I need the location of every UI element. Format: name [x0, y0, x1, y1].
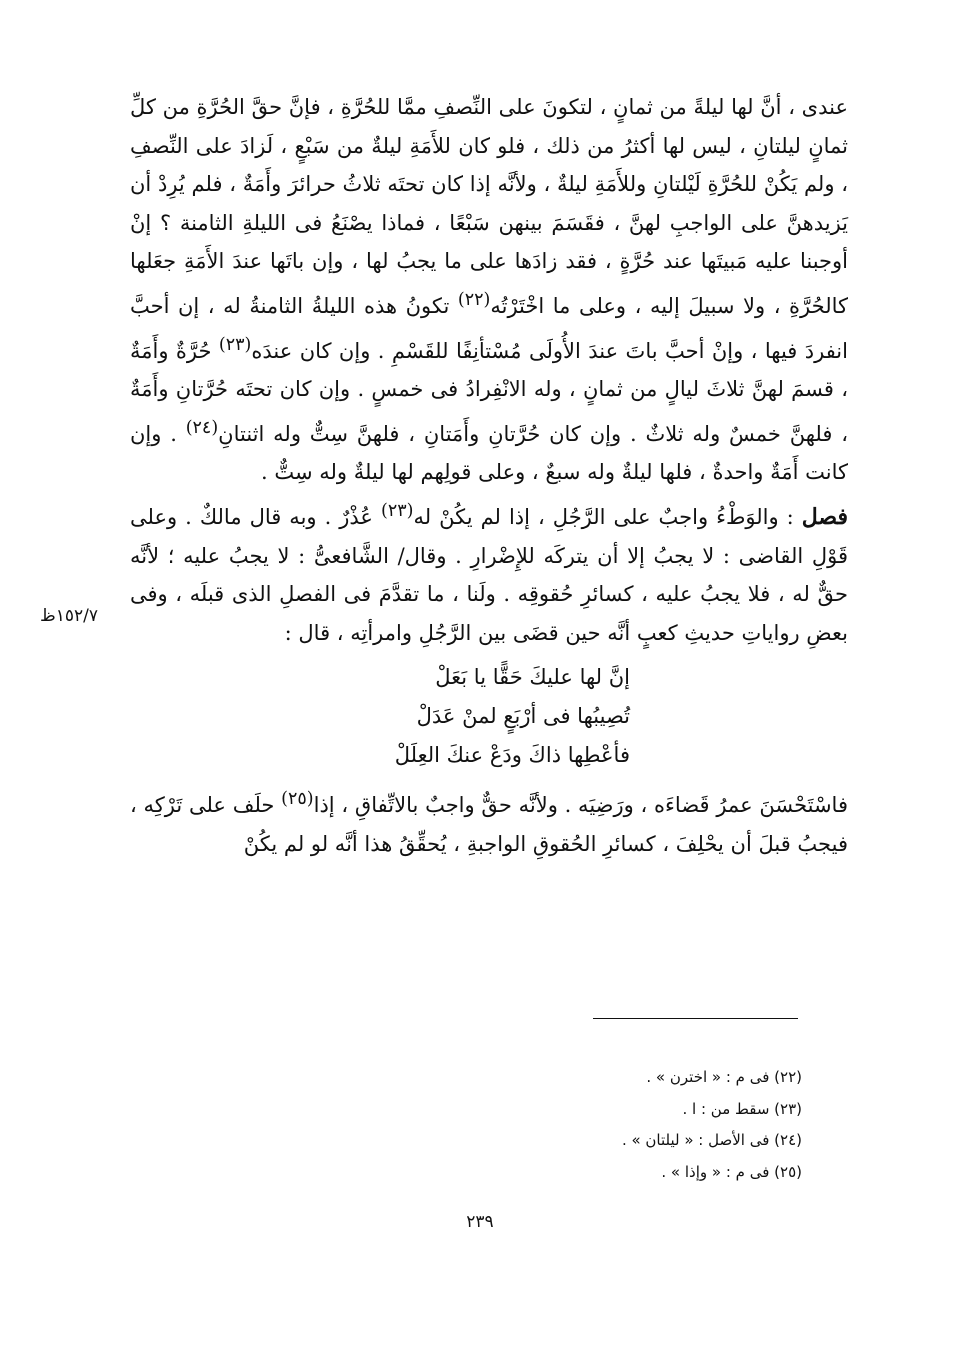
- footnote-ref-23: (٢٣): [218, 334, 252, 355]
- footnote-23: (٢٣) سقط من : ا .: [682, 1099, 802, 1118]
- verse-line-2: تُصِيبُها فى أرْبَعٍ لمنْ عَدَلْ: [416, 703, 630, 728]
- paragraph-2: فصل : والوَطْءُ واجبٌ على الرَّجُلِ ، إذا لم يكُنْ له$^{(٢٣)}$ عُذْرٌ . وبه قال مالكٌ . وعلى قَوْلِ القاضى : لا يجبُ إلا أن يتركَه للإِضْرارِ . وقال/ الشَّافعىُّ : لا يجبُ عليه ؛ لأنَّه حقٌّ له ، فلا يجبُ عليه ، كسائرِ حُقوقِه . ولَنا ، ما تقدَّمَ فى الفصلِ الذى قبلَه ، وفى بعضِ رواياتِ حديثِ كعبٍ أنَّه حين قضَى بين الرَّجُلِ وامرأتِه ، قال :: [130, 500, 849, 645]
- poetry-verse: [130, 658, 848, 774]
- footnote-ref-24: (٢٤): [185, 417, 219, 438]
- footnote-divider: [593, 1018, 798, 1019]
- paragraph-1: عندى ، أنَّ لها ليلةً من ثمانٍ ، لتكونَ على النِّصفِ ممَّا للحُرَّةِ ، فإنَّ حقَّ الحُرَّةِ من كلِّ ثمانٍ ليلتانِ ، ليس لها أكثرُ من ذلك ، فلو كان للأَمَةِ ليلةٌ من سَبْعٍ ، لَزادَ على النِّصفِ ، ولم يَكُنْ للحُرَّةِ لَيْلتانِ وللأَمَةِ ليلةٌ ، ولأنَّه إذا كان تحتَه ثلاثُ حرائرَ وأَمَةٌ ، فلم يُرِدْ أن يَزيدهنَّ على الواجبِ لهنَّ ، فقَسَمَ بينهن سَبْعًا ، فماذا يصْنَعُ فى الليلةِ الثامنة ؟ إنْ أوجبنا عليه مَبيتَها عند حُرَّةٍ ، فقد زادَها على ما يجبُ لها ، وإن باتَها عندَ الأَمَةِ جعَلها كالحُرَّةِ ، ولا سبيلَ إليه ، وعلى ما اخْتَرْتُه$^{(٢٢)}$ تكونُ هذه الليلةُ الثامنةُ له ، إن أحبَّ انفردَ فيها ، وإنْ أحبَّ باتَ عندَ الأُولَى مُسْتأنِفًا للقَسْمِ . وإن كان عندَه$^{(٢٣)}$ حُرَّةٌ وأَمَةٌ ، قسمَ لهنَّ ثلاثَ ليالٍ من ثمانٍ ، وله الانْفِرادُ فى خمسٍ . وإن كان تحتَه حُرَّتانِ وأَمَةٌ ، فلهنَّ خمسٌ وله ثلاثٌ . وإن كان حُرَّتانِ وأَمَتانِ ، فلهنَّ سِتٌّ وله اثنتانِ$^{(٢٤)}$ . وإن كانت أَمَةٌ واحدةٌ ، فلها ليلةٌ وله سبعٌ ، وعلى قولِهم لها ليلةٌ وله سِتٌّ .: [130, 95, 848, 485]
- section-heading-fasl: فصل: [801, 503, 849, 530]
- footnote-25: (٢٥) فى م : « وإذا » .: [661, 1162, 802, 1181]
- footnotes: [560, 1062, 802, 1188]
- footnote-ref-22: (٢٢): [457, 289, 491, 310]
- page-number: ٢٣٩: [466, 1212, 494, 1232]
- footnote-ref-23b: (٢٣): [380, 500, 414, 521]
- verse-line-1: إنَّ لها عليكَ حَقًّا يا بَعَلْ: [435, 665, 630, 690]
- footnote-22: (٢٢) فى م : « اخترن » .: [646, 1068, 802, 1086]
- footnote-ref-25: (٢٥): [281, 789, 314, 810]
- verse-line-3: فأعْطِها ذاكَ ودَعْ عنكَ العِلَلْ: [394, 742, 630, 767]
- paragraph-3: فاسْتَحْسَنَ عمرُ قَضاءَه ، ورَضِيَه . ولأنَّه حقٌّ واجبٌ بالاتِّفاقِ ، إذا$^{(٢٥)}$ حلَف على تَرْكِه ، فيجبُ قبلَ أن يحْلِفَ ، كسائرِ الحُقوقِ الواجبةِ ، يُحقِّقُ هذا أنَّه لو لم يكُنْ: [130, 789, 848, 856]
- margin-manuscript-reference: ١٥٢/٧ظ: [40, 606, 98, 626]
- main-text-block: [130, 88, 848, 863]
- footnote-24: (٢٤) فى الأصل : « ليلتان » .: [621, 1131, 802, 1149]
